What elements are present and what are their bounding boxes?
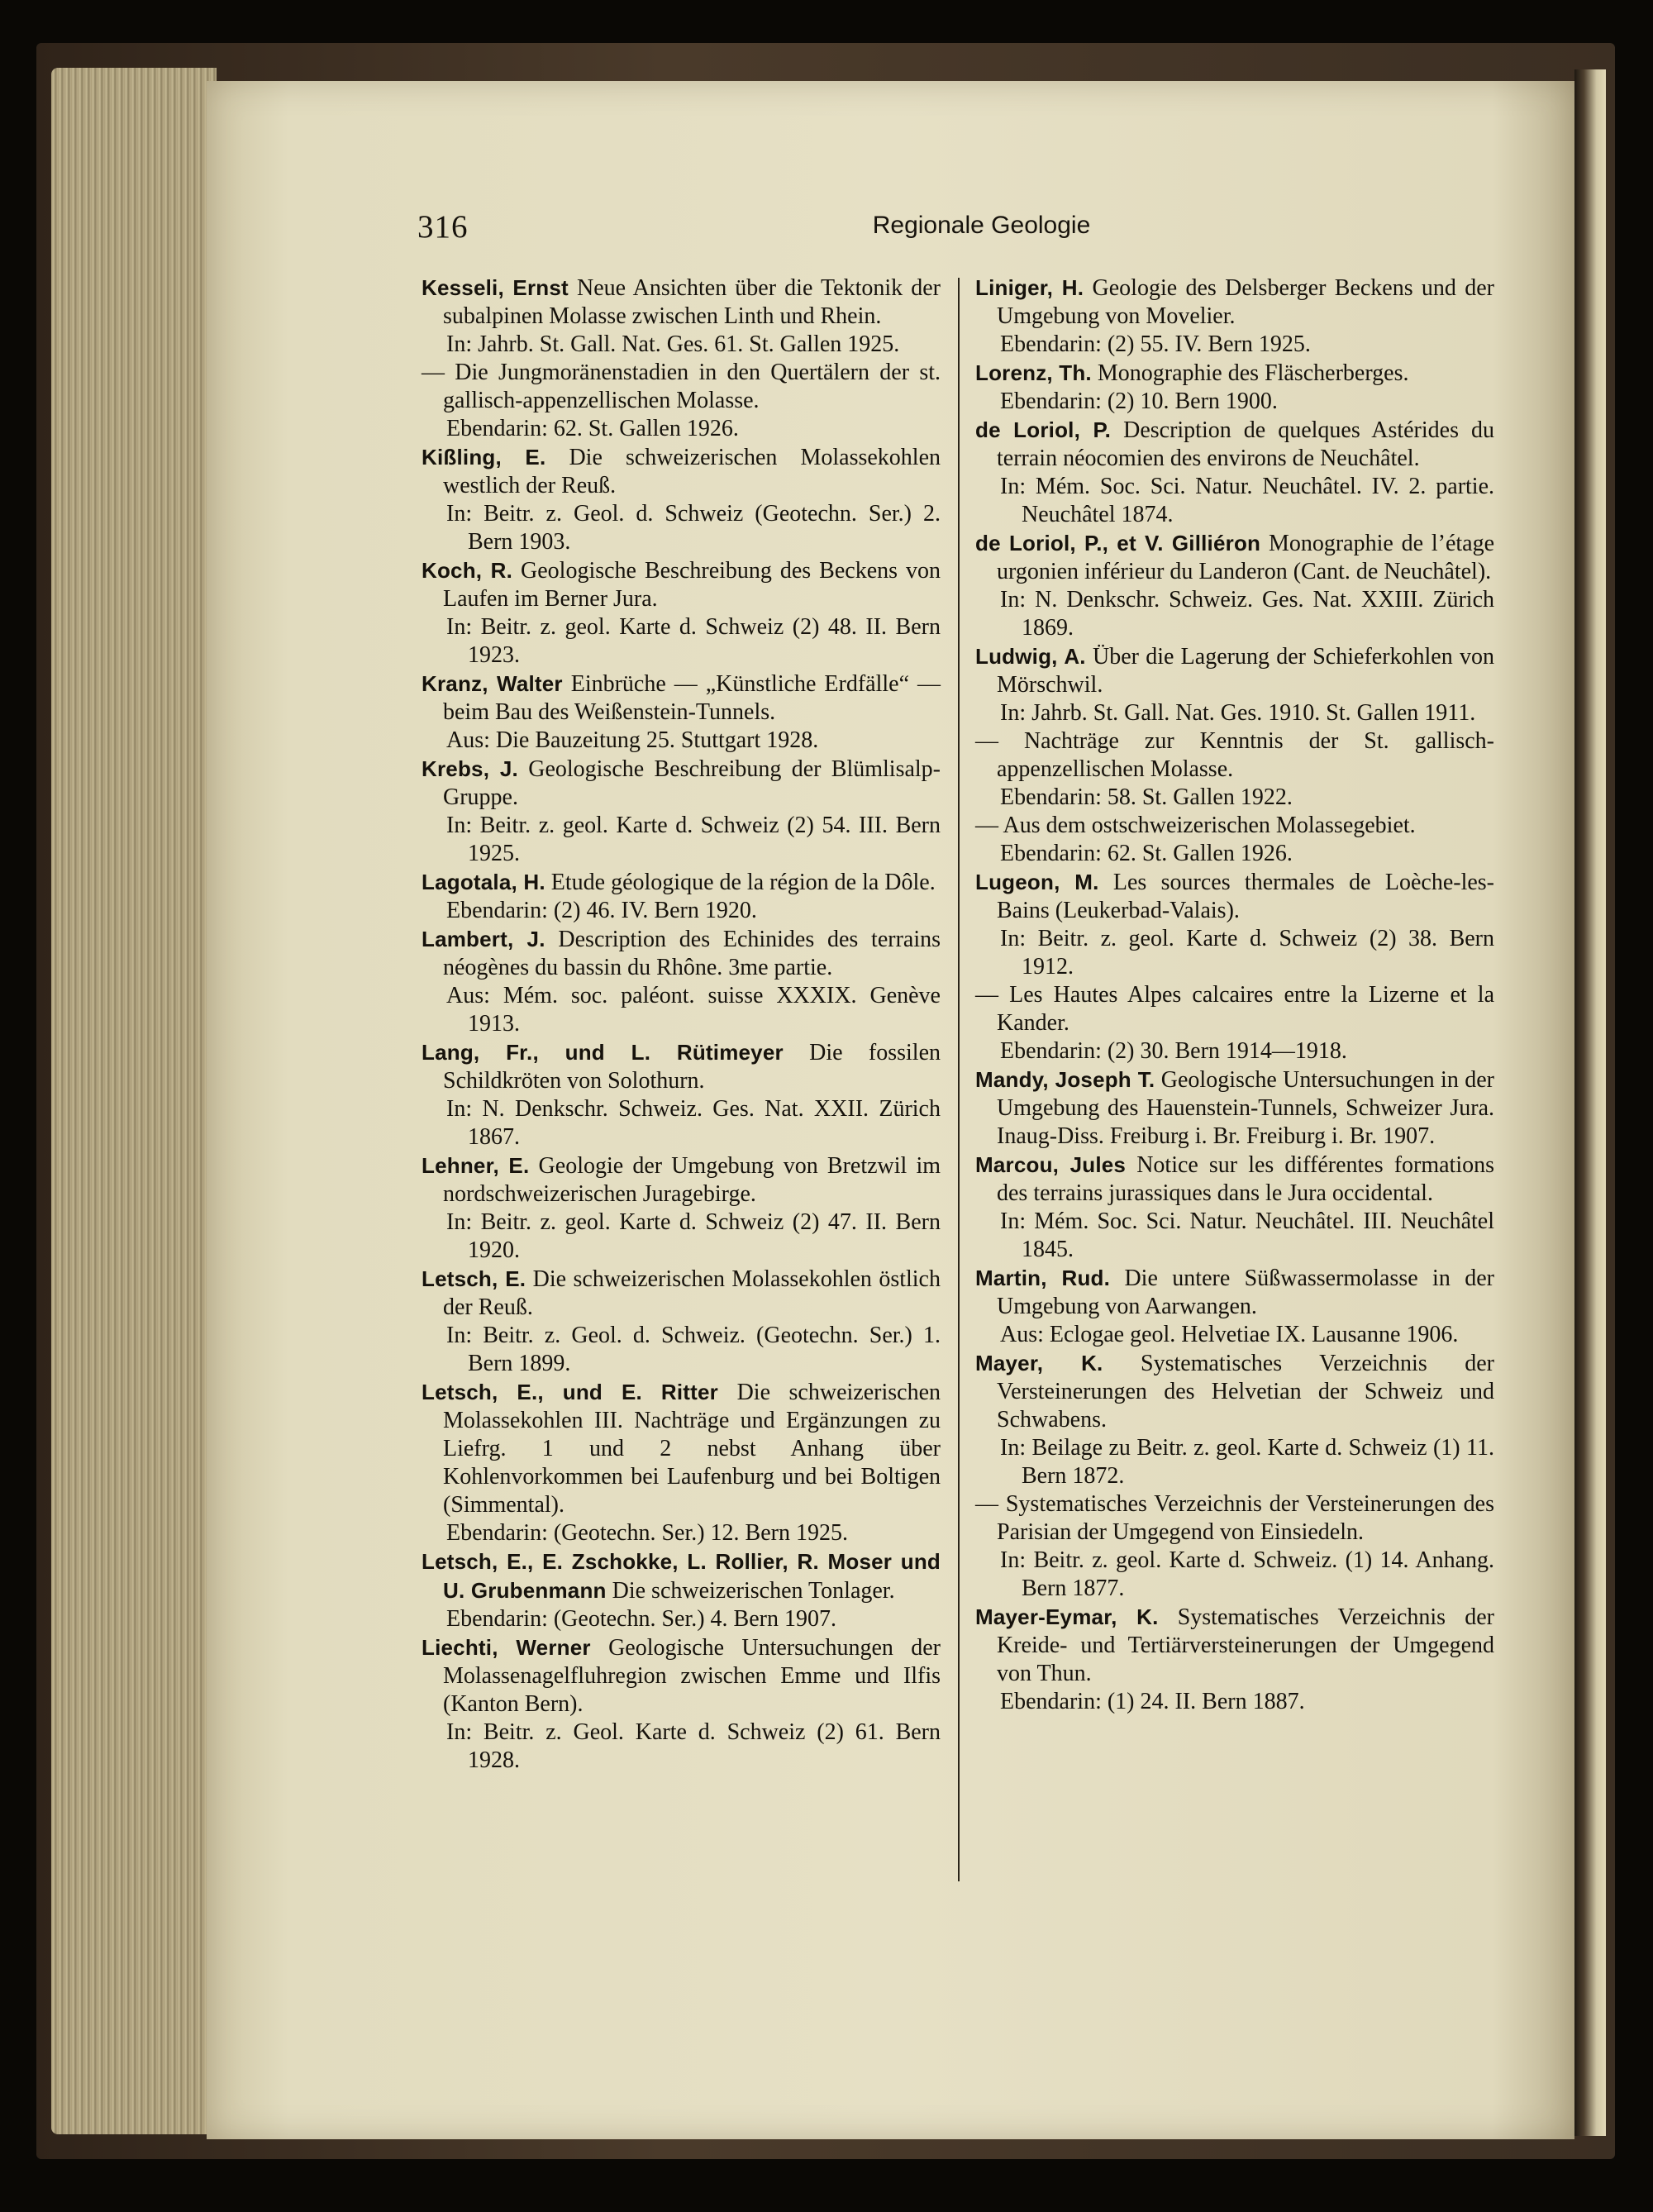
entry-title: Die Jungmoränenstadien in den Quertälern der st. gallisch-appenzellischen Molasse. <box>443 360 941 413</box>
bibliography-entry <box>975 1264 1494 1349</box>
bibliography-entry <box>422 1151 941 1265</box>
entry-source: In: Jahrb. St. Gall. Nat. Ges. 1910. St. Gallen 1911. <box>1000 700 1476 726</box>
entry-citation <box>975 416 1494 473</box>
bibliography-entry <box>422 1265 941 1378</box>
entry-title: Etude géologique de la région de la Dôle. <box>550 870 936 895</box>
bibliography-entry <box>975 1490 1494 1603</box>
entry-source: Ebendarin: (2) 30. Bern 1914—1918. <box>1000 1038 1347 1064</box>
entry-citation <box>422 755 941 812</box>
bibliography-entry <box>975 812 1494 868</box>
bibliography-entry <box>975 727 1494 812</box>
entry-author: Letsch, E., E. Zschokke, L. Rollier, R. Moser und U. Grubenmann <box>422 1549 941 1603</box>
entry-source: Ebendarin: (1) 24. II. Bern 1887. <box>1000 1689 1305 1714</box>
entry-source: Ebendarin: 62. St. Gallen 1926. <box>1000 841 1293 866</box>
entry-source: Ebendarin: 62. St. Gallen 1926. <box>446 416 739 441</box>
entry-title: Systematisches Verzeichnis der Versteinerungen des Helvetian der Schweiz und Schwabens. <box>997 1351 1494 1433</box>
entry-citation <box>975 359 1494 388</box>
right-column <box>975 274 1494 1716</box>
entry-source: In: Beitr. z. geol. Karte d. Schweiz (2) 38. Bern 1912. <box>1000 926 1494 980</box>
entry-source: In: Beilage zu Beitr. z. geol. Karte d. Schweiz (1) 11. Bern 1872. <box>1000 1435 1494 1489</box>
entry-source: In: Beitr. z. geol. Karte d. Schweiz (2) 54. III. Bern 1925. <box>446 813 941 866</box>
entry-title: Monographie de l’étage urgonien inférieur du Landeron (Cant. de Neuchâtel). <box>997 531 1494 584</box>
entry-citation <box>422 556 941 613</box>
entry-source: In: Beitr. z. Geol. d. Schweiz. (Geotechn. Ser.) 1. Bern 1899. <box>446 1323 941 1376</box>
entry-source: Ebendarin: 58. St. Gallen 1922. <box>1000 784 1293 810</box>
entry-title: Die schweizerischen Molassekohlen III. Nachträge und Ergänzungen zu Liefrg. 1 und 2 nebst Anhang über Kohlenvorkommen bei Laufenburg und bei Boltigen (Simmental). <box>443 1380 941 1518</box>
entry-source: Aus: Mém. soc. paléont. suisse XXXIX. Genève 1913. <box>446 983 941 1037</box>
entry-citation <box>422 1633 941 1719</box>
facing-page-edge <box>1574 69 1606 2136</box>
entry-author: Kißling, E. <box>422 445 546 470</box>
entry-source: Ebendarin: (2) 10. Bern 1900. <box>1000 389 1278 414</box>
entry-source: In: Beitr. z. Geol. Karte d. Schweiz (2) 61. Bern 1928. <box>446 1719 941 1773</box>
bibliography-entry <box>975 868 1494 981</box>
entry-author: Lehner, E. <box>422 1153 530 1178</box>
bibliography-entry <box>975 529 1494 642</box>
entry-citation <box>975 1349 1494 1434</box>
bibliography-entry <box>422 359 941 443</box>
entry-title: Die fossilen Schildkröten von Solothurn. <box>443 1040 941 1094</box>
entry-author: Mandy, Joseph T. <box>975 1067 1155 1092</box>
entry-source: In: Beitr. z. geol. Karte d. Schweiz. (1) 14. Anhang. Bern 1877. <box>1000 1547 1494 1601</box>
entry-citation <box>975 1603 1494 1688</box>
entry-citation <box>422 274 941 331</box>
entry-citation <box>975 529 1494 586</box>
entry-author: Lorenz, Th. <box>975 360 1092 385</box>
entry-title: Aus dem ostschweizerischen Molassegebiet. <box>1003 813 1416 838</box>
entry-title: Geologische Untersuchungen der Molassenagelfluhregion zwischen Emme und Ilfis (Kanton Bern). <box>443 1635 941 1717</box>
bibliography-entry <box>422 1633 941 1775</box>
bibliography-entry <box>422 556 941 670</box>
entry-title: Die schweizerischen Molassekohlen westlich der Reuß. <box>443 445 941 498</box>
entry-title: Systematisches Verzeichnis der Versteinerungen des Parisian der Umgegend von Einsiedeln. <box>997 1491 1494 1545</box>
page-header <box>417 208 1546 250</box>
entry-author: — <box>975 813 998 838</box>
left-column <box>422 274 941 1775</box>
entry-title: Die untere Süßwassermolasse in der Umgebung von Aarwangen. <box>997 1266 1494 1319</box>
bibliography-entry <box>422 443 941 556</box>
entry-author: Mayer-Eymar, K. <box>975 1604 1159 1629</box>
page-number: 316 <box>417 209 469 245</box>
entry-source: In: Mém. Soc. Sci. Natur. Neuchâtel. III. Neuchâtel 1845. <box>1000 1208 1494 1262</box>
entry-author: Lagotala, H. <box>422 870 545 894</box>
entry-author: — <box>422 360 445 385</box>
entry-author: Lugeon, M. <box>975 870 1099 894</box>
entry-title: Die schweizerischen Tonlager. <box>612 1578 895 1604</box>
entry-author: de Loriol, P. <box>975 417 1112 442</box>
entry-source: In: Jahrb. St. Gall. Nat. Ges. 61. St. Gallen 1925. <box>446 331 900 357</box>
bibliography-entry <box>975 1151 1494 1264</box>
entry-citation <box>422 359 941 415</box>
entry-citation <box>422 443 941 500</box>
entry-author: Ludwig, A. <box>975 644 1086 669</box>
entry-author: Koch, R. <box>422 558 513 583</box>
entry-author: Kranz, Walter <box>422 671 563 696</box>
entry-author: Martin, Rud. <box>975 1266 1111 1290</box>
entry-title: Les Hautes Alpes calcaires entre la Lizerne et la Kander. <box>997 982 1495 1036</box>
entry-title: Les sources thermales de Loèche-les-Bains (Leukerbad-Valais). <box>997 870 1495 923</box>
entry-author: Kesseli, Ernst <box>422 275 569 300</box>
entry-title: Notice sur les différentes formations des terrains jurassiques dans le Jura occidental. <box>997 1152 1495 1206</box>
entry-author: de Loriol, P., et V. Gilliéron <box>975 531 1261 555</box>
bibliography-entry <box>975 416 1494 529</box>
bibliography-entry <box>422 868 941 925</box>
entry-title: Nachträge zur Kenntnis der St. gallisch-appenzellischen Molasse. <box>997 728 1494 782</box>
bibliography-entry <box>975 642 1494 727</box>
entry-citation <box>422 1265 941 1322</box>
entry-title: Systematisches Verzeichnis der Kreide- und Tertiärversteinerungen der Umgegend von Thun. <box>997 1604 1495 1686</box>
entry-citation <box>975 1490 1494 1547</box>
entry-source: In: Beitr. z. geol. Karte d. Schweiz (2) 47. II. Bern 1920. <box>446 1209 941 1263</box>
bibliography-entry <box>975 1603 1494 1716</box>
page-edges <box>51 68 217 2134</box>
entry-title: Neue Ansichten über die Tektonik der subalpinen Molasse zwischen Linth und Rhein. <box>443 275 941 329</box>
entry-citation <box>422 925 941 982</box>
entry-citation <box>422 1151 941 1208</box>
entry-title: Geologische Untersuchungen in der Umgebung des Hauenstein-Tunnels, Schweizer Jura. Inaug-Diss. Freiburg i. Br. Freiburg i. Br. 1907. <box>997 1067 1495 1149</box>
bibliography-entry <box>975 981 1494 1065</box>
entry-author: Marcou, Jules <box>975 1152 1127 1177</box>
entry-citation <box>422 868 941 897</box>
entry-citation <box>422 1547 941 1605</box>
bibliography-entry <box>422 274 941 359</box>
entry-source: In: Beitr. z. Geol. d. Schweiz (Geotechn. Ser.) 2. Bern 1903. <box>446 501 941 555</box>
entry-author: — <box>975 982 998 1008</box>
entry-source: Ebendarin: (2) 55. IV. Bern 1925. <box>1000 331 1311 357</box>
entry-title: Die schweizerischen Molassekohlen östlich der Reuß. <box>443 1266 941 1320</box>
entry-title: Description des Echinides des terrains néogènes du bassin du Rhône. 3me partie. <box>443 927 941 980</box>
bibliography-entry <box>975 1065 1494 1151</box>
entry-citation <box>975 868 1494 925</box>
entry-source: Ebendarin: (2) 46. IV. Bern 1920. <box>446 898 757 923</box>
entry-citation <box>975 981 1494 1037</box>
bibliography-entry <box>422 925 941 1038</box>
entry-citation <box>422 1378 941 1519</box>
entry-author: Lambert, J. <box>422 927 545 951</box>
running-title: Regionale Geologie <box>872 212 1091 239</box>
entry-author: — <box>975 728 998 754</box>
entry-source: Ebendarin: (Geotechn. Ser.) 12. Bern 1925. <box>446 1520 848 1546</box>
bibliography-entry <box>422 755 941 868</box>
entry-author: Lang, Fr., und L. Rütimeyer <box>422 1040 784 1065</box>
entry-title: Geologie der Umgebung von Bretzwil im nordschweizerischen Juragebirge. <box>443 1153 941 1207</box>
entry-title: Monographie des Fläscherberges. <box>1097 360 1409 386</box>
entry-citation <box>975 642 1494 699</box>
entry-author: Liechti, Werner <box>422 1635 591 1660</box>
entry-source: Ebendarin: (Geotechn. Ser.) 4. Bern 1907. <box>446 1606 836 1632</box>
entry-source: In: N. Denkschr. Schweiz. Ges. Nat. XXII. Zürich 1867. <box>446 1096 941 1150</box>
entry-citation <box>975 1065 1494 1151</box>
bibliography-entry <box>975 274 1494 359</box>
entry-title: Geologische Beschreibung der Blümlisalp-Gruppe. <box>443 756 941 810</box>
entry-author: — <box>975 1491 998 1517</box>
column-rule <box>958 278 960 1881</box>
entry-citation <box>975 274 1494 331</box>
entry-title: Einbrüche — „Künstliche Erdfälle“ — beim Bau des Weißenstein-Tunnels. <box>443 671 941 725</box>
entry-source: In: Beitr. z. geol. Karte d. Schweiz (2) 48. II. Bern 1923. <box>446 614 941 668</box>
entry-title: Geologie des Delsberger Beckens und der Umgebung von Movelier. <box>997 275 1495 329</box>
bibliography-entry <box>422 670 941 755</box>
bibliography-entry <box>975 1349 1494 1490</box>
bibliography-entry <box>422 1547 941 1633</box>
entry-source: In: Mém. Soc. Sci. Natur. Neuchâtel. IV. 2. partie. Neuchâtel 1874. <box>1000 474 1494 527</box>
bibliography-entry <box>422 1038 941 1151</box>
entry-citation <box>975 727 1494 784</box>
entry-citation <box>422 1038 941 1095</box>
bibliography-entry <box>975 359 1494 416</box>
entry-citation <box>975 1264 1494 1321</box>
entry-citation <box>422 670 941 727</box>
entry-citation <box>975 812 1494 840</box>
entry-title: Description de quelques Astérides du terrain néocomien des environs de Neuchâtel. <box>997 417 1494 471</box>
bibliography-entry <box>422 1378 941 1547</box>
entry-author: Letsch, E., und E. Ritter <box>422 1380 719 1404</box>
entry-title: Geologische Beschreibung des Beckens von Laufen im Berner Jura. <box>443 558 941 612</box>
entry-author: Letsch, E. <box>422 1266 526 1291</box>
entry-source: In: N. Denkschr. Schweiz. Ges. Nat. XXIII. Zürich 1869. <box>1000 587 1494 641</box>
entry-title: Über die Lagerung der Schieferkohlen von Mörschwil. <box>997 644 1494 698</box>
entry-citation <box>975 1151 1494 1208</box>
entry-source: Aus: Die Bauzeitung 25. Stuttgart 1928. <box>446 727 819 753</box>
entry-author: Liniger, H. <box>975 275 1084 300</box>
entry-author: Krebs, J. <box>422 756 518 781</box>
entry-author: Mayer, K. <box>975 1351 1103 1375</box>
entry-source: Aus: Eclogae geol. Helvetiae IX. Lausanne 1906. <box>1000 1322 1459 1347</box>
